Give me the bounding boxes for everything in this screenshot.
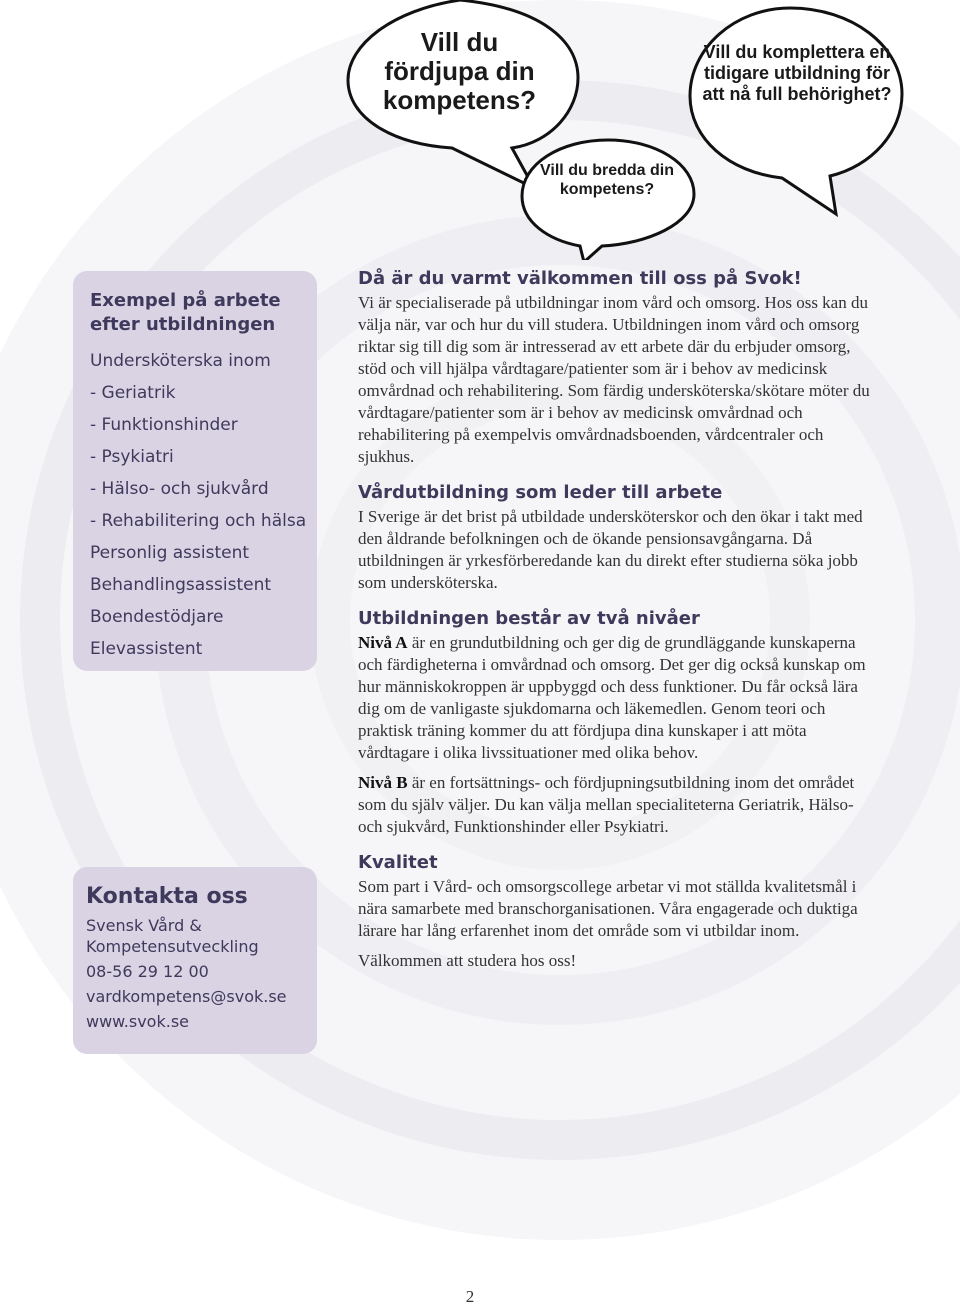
jobs-heading: Exempel på arbete efter utbildningen (90, 290, 281, 335)
main-content (358, 266, 878, 972)
levels-heading: Utbildningen består av två nivåer (358, 608, 700, 629)
level-a-label: Nivå A (358, 633, 408, 652)
bubble-text-deepen: Vill du fördjupa din kompetens? (382, 27, 537, 115)
jobs-list-item: - Rehabilitering och hälsa (90, 511, 307, 531)
contact-heading: Kontakta oss (86, 884, 248, 909)
closing-line: Välkommen att studera hos oss! (358, 951, 577, 970)
quality-paragraph: Som part i Vård- och omsorgscollege arbetar vi mot ställda kvalitetsmål i nära samarbete med branschorganisationen. Våra engagerade och duktiga lärare har lång erfarenhet inom det område som vi utbildar inom. (358, 877, 858, 940)
bubble-text-broaden: Vill du bredda din kompetens? (540, 162, 674, 198)
work-paragraph: I Sverige är det brist på utbildade undersköterskor och den ökar i takt med den åldrande befolkningen och de ökande pensionsavgångarna. Då utbildningen är yrkesförberedande kan du direkt efter studierna söka jobb som undersköterska. (358, 507, 863, 592)
contact-website[interactable]: www.svok.se (86, 1012, 189, 1031)
level-b-label: Nivå B (358, 773, 408, 792)
contact-phone[interactable]: 08-56 29 12 00 (86, 962, 209, 981)
jobs-list-item: - Funktionshinder (90, 415, 238, 435)
contact-email[interactable]: vardkompetens@svok.se (86, 987, 287, 1006)
welcome-paragraph: Vi är specialiserade på utbildningar inom vård och omsorg. Hos oss kan du välja när, var och hur du vill studera. Utbildningen inom vård och omsorg riktar sig till dig som är intresserad av ett arbete där du erbjuder omsorg, stöd och vill hjälpa vårdtagare/patienter som är i behov av medicinsk omvårdnad och rehabilitering. Som färdig undersköterska/skötare möter du vårdtagare/patienter som är i behov av medicinsk omvårdnad och rehabilitering på exempelvis omvårdnadsboenden, vårdcentraler och sjukhus. (358, 293, 870, 466)
jobs-example-box (73, 271, 317, 671)
level-a-paragraph: Nivå A är en grundutbildning och ger dig de grundläggande kunskaperna och färdigheterna i omvårdnad och omsorg. Det ger dig också kunskap om hur människokroppen är uppbyggd och dess funktioner. Du får också lära dig om de vanligaste sjukdomarna och läkemedlen. Genom teori och praktisk träning kommer du att fördjupa dina kunskaper i att möta vårdtagare i olika livssituationer med olika behov. (358, 633, 866, 762)
jobs-list-item: - Psykiatri (90, 447, 174, 467)
quality-heading: Kvalitet (358, 852, 438, 873)
contact-details (86, 915, 287, 1032)
jobs-list-item: Undersköterska inom (90, 351, 271, 371)
page-number: 2 (465, 1287, 475, 1306)
contact-box (73, 867, 317, 1054)
welcome-heading: Då är du varmt välkommen till oss på Svok! (358, 268, 802, 289)
jobs-list-item: Boendestödjare (90, 607, 224, 627)
contact-org: Svensk Vård & (86, 916, 202, 935)
level-b-paragraph: Nivå B är en fortsättnings- och fördjupningsutbildning inom det området som du själv väljer. Du kan välja mellan specialiteterna Geriatrik, Hälso- och sjukvård, Funktionshinder eller Psykiatri. (358, 773, 855, 836)
jobs-list-item: Elevassistent (90, 639, 203, 659)
jobs-list-item: Behandlingsassistent (90, 575, 272, 595)
work-heading: Vårdutbildning som leder till arbete (358, 482, 723, 503)
jobs-list (90, 345, 306, 665)
speech-bubble-right (690, 8, 902, 214)
bubble-text-complete: Vill du komplettera en tidigare utbildning för att nå full behörighet? (702, 42, 892, 104)
contact-org: Kompetensutveckling (86, 937, 259, 956)
jobs-list-item: - Geriatrik (90, 383, 176, 403)
speech-bubble-small (522, 140, 694, 260)
jobs-list-item: Personlig assistent (90, 543, 250, 563)
jobs-list-item: - Hälso- och sjukvård (90, 479, 269, 499)
